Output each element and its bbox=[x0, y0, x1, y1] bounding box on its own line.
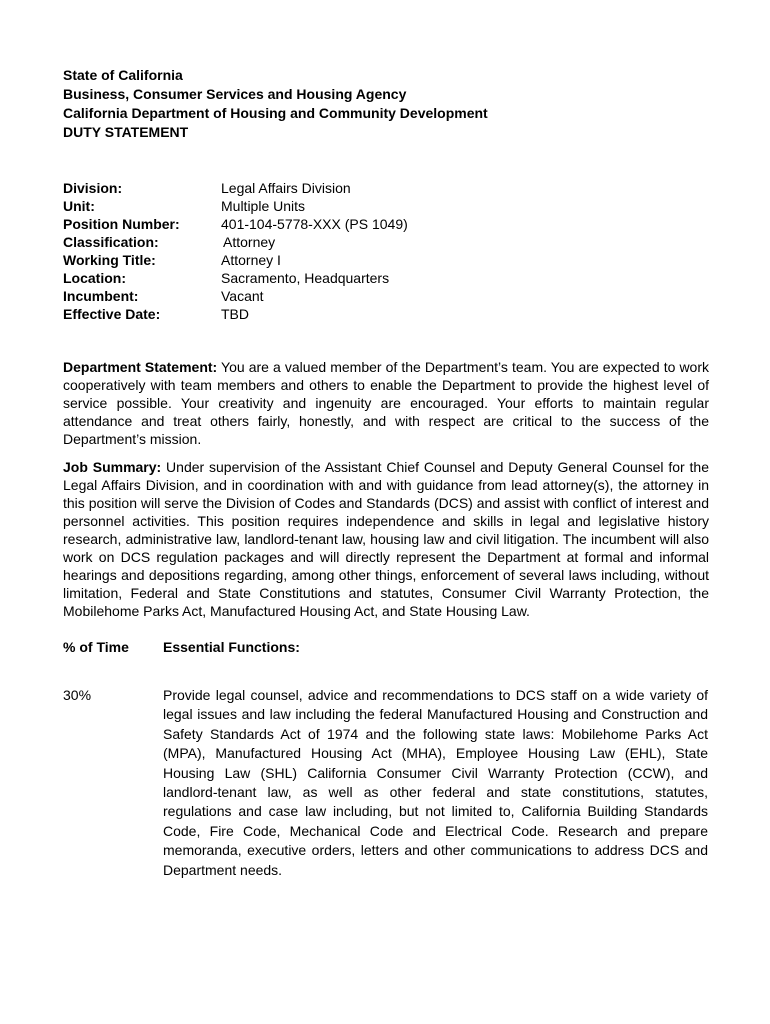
document-title: DUTY STATEMENT bbox=[63, 124, 189, 140]
duty-statement-page bbox=[63, 66, 709, 880]
function-item bbox=[63, 686, 709, 880]
info-value: Attorney I bbox=[221, 252, 281, 268]
info-row-location bbox=[63, 269, 709, 287]
header-state: State of California bbox=[63, 67, 183, 83]
info-label: Incumbent: bbox=[63, 288, 139, 304]
info-value: 401-104-5778-XXX (PS 1049) bbox=[221, 216, 408, 232]
info-row-incumbent bbox=[63, 287, 709, 305]
info-row-classification bbox=[63, 233, 709, 251]
info-label: Division: bbox=[63, 180, 123, 196]
position-info-table bbox=[63, 179, 709, 323]
job-summary bbox=[63, 458, 709, 620]
info-label: Working Title: bbox=[63, 252, 156, 268]
info-row-position-number bbox=[63, 215, 709, 233]
info-label: Classification: bbox=[63, 234, 159, 250]
department-statement-text: You are a valued member of the Department’s team. You are expected to work cooperatively with team members and others to enable the Department to provide the highest level of service possible. Your creativity and ingenuity are encouraged. Your efforts to maintain regular attendance and treat others fairly, honestly, and with respect are critical to the success of the Department’s mission. bbox=[63, 359, 710, 447]
job-summary-text: Under supervision of the Assistant Chief Counsel and Deputy General Counsel for the Legal Affairs Division, and in coordination with and with guidance from lead attorney(s), the attorney in this position will serve the Division of Codes and Standards (DCS) and assist with conflict of interest and personnel activities. This position requires independence and skills in legal and legislative history research, administrative law, landlord-tenant law, housing law and civil litigation. The incumbent will also work on DCS regulation packages and will directly represent the Department at formal and informal hearings and depositions regarding, among other things, enforcement of several laws including, without limitation, Federal and State Constitutions and statutes, Consumer Civil Warranty Protection, the Mobilehome Parks Act, Manufactured Housing Act, and State Housing Law. bbox=[63, 459, 709, 619]
function-percent: 30% bbox=[63, 687, 92, 703]
job-summary-label: Job Summary: bbox=[63, 459, 162, 475]
info-value: Legal Affairs Division bbox=[221, 180, 351, 196]
info-value: TBD bbox=[221, 306, 249, 322]
department-statement bbox=[63, 358, 709, 448]
info-value: Sacramento, Headquarters bbox=[221, 270, 390, 286]
essential-functions-title: Essential Functions: bbox=[163, 639, 300, 655]
header-agency: Business, Consumer Services and Housing Agency bbox=[63, 86, 407, 102]
department-statement-label: Department Statement: bbox=[63, 359, 218, 375]
info-row-working-title bbox=[63, 251, 709, 269]
document-header bbox=[63, 66, 709, 142]
info-label: Location: bbox=[63, 270, 126, 286]
info-label: Effective Date: bbox=[63, 306, 161, 322]
info-value: Attorney bbox=[223, 234, 276, 250]
info-row-effective-date bbox=[63, 305, 709, 323]
header-department: California Department of Housing and Community Development bbox=[63, 105, 488, 121]
info-row-unit bbox=[63, 197, 709, 215]
info-row-division bbox=[63, 179, 709, 197]
info-value: Multiple Units bbox=[221, 198, 306, 214]
info-value: Vacant bbox=[221, 288, 264, 304]
essential-functions-header bbox=[63, 638, 709, 656]
percent-time-header: % of Time bbox=[63, 639, 129, 655]
info-label: Position Number: bbox=[63, 216, 180, 232]
info-label: Unit: bbox=[63, 198, 95, 214]
function-description: Provide legal counsel, advice and recommendations to DCS staff on a wide variety of legal issues and law including the federal Manufactured Housing and Construction and Safety Standards Act of 1974 and the following state laws: Mobilehome Parks Act (MPA), Manufactured Housing Act (MHA), Employee Housing Law (EHL), State Housing Law (SHL) California Consumer Civil Warranty Protection (CCW), and landlord-tenant law, as well as other federal and state constitutions, statutes, regulations and case law including, but not limited to, California Building Standards Code, Fire Code, Mechanical Code and Electrical Code. Research and prepare memoranda, executive orders, letters and other communications to address DCS and Department needs. bbox=[163, 687, 708, 878]
